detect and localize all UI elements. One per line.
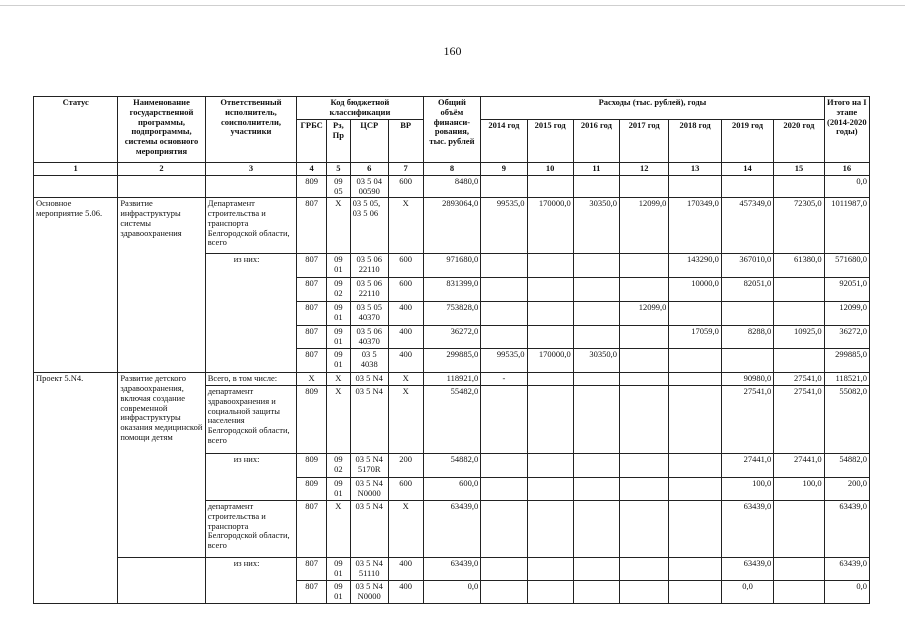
total-cell: 36272,0 xyxy=(423,326,481,349)
y2015-cell xyxy=(527,326,573,349)
y2016-cell: 30350,0 xyxy=(573,349,619,373)
y2016-cell xyxy=(573,454,619,478)
grbs-cell: 807 xyxy=(297,349,327,373)
y2020-cell xyxy=(774,581,824,604)
col-num: 16 xyxy=(824,163,869,176)
y2019-cell: 63439,0 xyxy=(721,501,773,558)
y2019-cell: 0,0 xyxy=(721,581,773,604)
scan-top-edge xyxy=(0,5,905,6)
itog-cell: 0,0 xyxy=(824,175,869,198)
y2015-cell xyxy=(527,386,573,454)
y2014-cell xyxy=(481,326,527,349)
itog-cell: 118521,0 xyxy=(824,373,869,386)
header-year-2017: 2017 год xyxy=(620,120,669,163)
vr-cell: X xyxy=(388,501,423,558)
csr-cell: 03 5 N4 51110 xyxy=(350,558,388,581)
y2017-cell xyxy=(620,501,669,558)
column-number-row xyxy=(34,163,870,176)
budget-table xyxy=(33,96,870,604)
y2018-cell xyxy=(669,501,721,558)
total-cell: 63439,0 xyxy=(423,558,481,581)
y2015-cell: 170000,0 xyxy=(527,198,573,254)
table-row xyxy=(34,278,870,302)
executor-cell xyxy=(205,349,297,373)
header-year-2020: 2020 год xyxy=(774,120,824,163)
y2020-cell: 27541,0 xyxy=(774,373,824,386)
csr-cell: 03 5 N4 N0000 xyxy=(350,478,388,501)
status-cell xyxy=(34,454,118,478)
y2015-cell xyxy=(527,175,573,198)
grbs-cell: 807 xyxy=(297,254,327,278)
vr-cell: 400 xyxy=(388,349,423,373)
y2015-cell xyxy=(527,254,573,278)
table-row xyxy=(34,326,870,349)
table-row xyxy=(34,373,870,386)
executor-cell: Департамент строительства и транспорта Белгородской области, всего xyxy=(205,198,297,254)
y2017-cell xyxy=(620,278,669,302)
executor-cell: Всего, в том числе: xyxy=(205,373,297,386)
y2014-cell xyxy=(481,501,527,558)
y2019-cell: 8288,0 xyxy=(721,326,773,349)
name-cell xyxy=(118,254,205,278)
status-cell: Основное мероприятие 5.06. xyxy=(34,198,118,254)
y2017-cell xyxy=(620,454,669,478)
itog-cell: 36272,0 xyxy=(824,326,869,349)
vr-cell: 600 xyxy=(388,175,423,198)
name-cell xyxy=(118,278,205,302)
y2018-cell xyxy=(669,175,721,198)
table-row xyxy=(34,254,870,278)
header-vr: ВР xyxy=(388,120,423,163)
rz-cell: X xyxy=(327,373,351,386)
table-row xyxy=(34,558,870,581)
col-num: 12 xyxy=(620,163,669,176)
rz-cell: X xyxy=(327,386,351,454)
itog-cell: 63439,0 xyxy=(824,558,869,581)
status-cell xyxy=(34,501,118,558)
y2018-cell xyxy=(669,373,721,386)
header-expenses: Расходы (тыс. рублей), годы xyxy=(481,97,824,120)
col-num: 5 xyxy=(327,163,351,176)
y2018-cell xyxy=(669,478,721,501)
y2020-cell xyxy=(774,349,824,373)
header-rz: Рз, Пр xyxy=(327,120,351,163)
y2016-cell xyxy=(573,478,619,501)
itog-cell: 299885,0 xyxy=(824,349,869,373)
y2018-cell: 10000,0 xyxy=(669,278,721,302)
y2014-cell xyxy=(481,254,527,278)
y2020-cell xyxy=(774,302,824,326)
executor-cell: департамент строительства и транспорта Белгородской области, всего xyxy=(205,501,297,558)
y2017-cell xyxy=(620,478,669,501)
vr-cell: 600 xyxy=(388,278,423,302)
y2019-cell: 82051,0 xyxy=(721,278,773,302)
y2019-cell: 457349,0 xyxy=(721,198,773,254)
table-row xyxy=(34,349,870,373)
csr-cell: 03 5 06 22110 xyxy=(350,278,388,302)
grbs-cell: 807 xyxy=(297,198,327,254)
col-num: 9 xyxy=(481,163,527,176)
executor-cell xyxy=(205,302,297,326)
y2020-cell xyxy=(774,175,824,198)
y2018-cell xyxy=(669,581,721,604)
y2016-cell xyxy=(573,558,619,581)
y2014-cell xyxy=(481,278,527,302)
y2015-cell xyxy=(527,278,573,302)
total-cell: 8480,0 xyxy=(423,175,481,198)
y2019-cell: 367010,0 xyxy=(721,254,773,278)
y2014-cell: - xyxy=(481,373,527,386)
name-cell xyxy=(118,326,205,349)
total-cell: 55482,0 xyxy=(423,386,481,454)
y2017-cell: 12099,0 xyxy=(620,198,669,254)
itog-cell: 63439,0 xyxy=(824,501,869,558)
y2016-cell xyxy=(573,326,619,349)
grbs-cell: 807 xyxy=(297,558,327,581)
status-cell: Проект 5.N4. xyxy=(34,373,118,386)
y2015-cell xyxy=(527,558,573,581)
header-csr: ЦСР xyxy=(350,120,388,163)
rz-cell: 09 05 xyxy=(327,175,351,198)
y2017-cell xyxy=(620,175,669,198)
executor-cell xyxy=(205,175,297,198)
rz-cell: 09 01 xyxy=(327,349,351,373)
rz-cell: 09 02 xyxy=(327,454,351,478)
col-num: 4 xyxy=(297,163,327,176)
y2016-cell xyxy=(573,278,619,302)
y2018-cell xyxy=(669,454,721,478)
csr-cell: 03 5 N4 xyxy=(350,373,388,386)
y2018-cell: 143290,0 xyxy=(669,254,721,278)
col-num: 3 xyxy=(205,163,297,176)
y2015-cell xyxy=(527,454,573,478)
vr-cell: 400 xyxy=(388,302,423,326)
y2015-cell xyxy=(527,302,573,326)
rz-cell: 09 01 xyxy=(327,302,351,326)
rz-cell: 09 01 xyxy=(327,478,351,501)
grbs-cell: 807 xyxy=(297,302,327,326)
y2016-cell xyxy=(573,175,619,198)
itog-cell: 12099,0 xyxy=(824,302,869,326)
header-year-2015: 2015 год xyxy=(527,120,573,163)
y2017-cell xyxy=(620,349,669,373)
y2019-cell: 63439,0 xyxy=(721,558,773,581)
total-cell: 2893064,0 xyxy=(423,198,481,254)
itog-cell: 55082,0 xyxy=(824,386,869,454)
y2019-cell: 90980,0 xyxy=(721,373,773,386)
vr-cell: 400 xyxy=(388,581,423,604)
col-num: 2 xyxy=(118,163,205,176)
csr-cell: 03 5 04 00590 xyxy=(350,175,388,198)
grbs-cell: 809 xyxy=(297,478,327,501)
total-cell: 600,0 xyxy=(423,478,481,501)
executor-cell xyxy=(205,478,297,501)
header-status: Статус xyxy=(34,97,118,163)
table-row xyxy=(34,302,870,326)
col-num: 6 xyxy=(350,163,388,176)
y2017-cell xyxy=(620,581,669,604)
page-number: 160 xyxy=(443,44,462,58)
col-num: 7 xyxy=(388,163,423,176)
y2015-cell xyxy=(527,581,573,604)
col-num: 14 xyxy=(721,163,773,176)
vr-cell: 200 xyxy=(388,454,423,478)
header-stage-total: Итого на I этапе (2014-2020 годы) xyxy=(824,97,869,163)
y2017-cell xyxy=(620,373,669,386)
y2016-cell xyxy=(573,501,619,558)
executor-cell xyxy=(205,278,297,302)
rz-cell: X xyxy=(327,501,351,558)
y2020-cell xyxy=(774,501,824,558)
y2014-cell: 99535,0 xyxy=(481,198,527,254)
vr-cell: 600 xyxy=(388,478,423,501)
executor-cell: департамент здравоохранения и социальной защиты населения Белгородской области, всего xyxy=(205,386,297,454)
total-cell: 63439,0 xyxy=(423,501,481,558)
itog-cell: 1011987,0 xyxy=(824,198,869,254)
y2019-cell: 100,0 xyxy=(721,478,773,501)
header-year-2018: 2018 год xyxy=(669,120,721,163)
y2015-cell xyxy=(527,501,573,558)
table-row xyxy=(34,175,870,198)
itog-cell: 54882,0 xyxy=(824,454,869,478)
y2018-cell xyxy=(669,349,721,373)
rz-cell: 09 02 xyxy=(327,278,351,302)
y2017-cell xyxy=(620,326,669,349)
csr-cell: 03 5 05, 03 5 06 xyxy=(350,198,388,254)
y2016-cell xyxy=(573,254,619,278)
y2018-cell: 17059,0 xyxy=(669,326,721,349)
col-num: 11 xyxy=(573,163,619,176)
y2019-cell xyxy=(721,302,773,326)
csr-cell: 03 5 N4 N0000 xyxy=(350,581,388,604)
status-cell xyxy=(34,175,118,198)
y2016-cell xyxy=(573,302,619,326)
y2019-cell: 27541,0 xyxy=(721,386,773,454)
total-cell: 54882,0 xyxy=(423,454,481,478)
itog-cell: 0,0 xyxy=(824,581,869,604)
y2014-cell: 99535,0 xyxy=(481,349,527,373)
y2016-cell xyxy=(573,373,619,386)
header-grbs: ГРБС xyxy=(297,120,327,163)
name-cell: Развитие детского здравоохранения, включая создание современной инфраструктуры оказания медицинской помощи детям xyxy=(118,373,205,558)
grbs-cell: 807 xyxy=(297,278,327,302)
grbs-cell: X xyxy=(297,373,327,386)
total-cell: 118921,0 xyxy=(423,373,481,386)
name-cell xyxy=(118,302,205,326)
y2020-cell xyxy=(774,558,824,581)
y2015-cell xyxy=(527,478,573,501)
vr-cell: X xyxy=(388,386,423,454)
header-executor: Ответственный исполнитель, соисполнители, участники xyxy=(205,97,297,163)
y2014-cell xyxy=(481,302,527,326)
csr-cell: 03 5 N4 xyxy=(350,386,388,454)
y2017-cell xyxy=(620,254,669,278)
table-row xyxy=(34,198,870,254)
rz-cell: 09 01 xyxy=(327,326,351,349)
y2016-cell xyxy=(573,581,619,604)
itog-cell: 92051,0 xyxy=(824,278,869,302)
col-num: 1 xyxy=(34,163,118,176)
header-year-2019: 2019 год xyxy=(721,120,773,163)
csr-cell: 03 5 4038 xyxy=(350,349,388,373)
csr-cell: 03 5 05 40370 xyxy=(350,302,388,326)
executor-cell: из них: xyxy=(205,454,297,478)
executor-cell: из них: xyxy=(205,254,297,278)
y2018-cell xyxy=(669,386,721,454)
rz-cell: 09 01 xyxy=(327,254,351,278)
status-cell xyxy=(34,254,118,278)
col-num: 13 xyxy=(669,163,721,176)
grbs-cell: 809 xyxy=(297,454,327,478)
itog-cell: 571680,0 xyxy=(824,254,869,278)
y2014-cell xyxy=(481,478,527,501)
vr-cell: X xyxy=(388,373,423,386)
name-cell xyxy=(118,581,205,604)
status-cell xyxy=(34,581,118,604)
y2017-cell: 12099,0 xyxy=(620,302,669,326)
executor-cell xyxy=(205,326,297,349)
name-cell: Развитие инфраструктуры системы здравоохранения xyxy=(118,198,205,254)
y2016-cell: 30350,0 xyxy=(573,198,619,254)
total-cell: 971680,0 xyxy=(423,254,481,278)
executor-cell xyxy=(205,581,297,604)
y2020-cell: 100,0 xyxy=(774,478,824,501)
y2020-cell: 72305,0 xyxy=(774,198,824,254)
vr-cell: 400 xyxy=(388,326,423,349)
y2018-cell: 170349,0 xyxy=(669,198,721,254)
vr-cell: X xyxy=(388,198,423,254)
status-cell xyxy=(34,558,118,581)
header-name: Наименование государственной программы, подпрограммы, системы основного мероприятия xyxy=(118,97,205,163)
y2019-cell xyxy=(721,175,773,198)
col-num: 8 xyxy=(423,163,481,176)
y2020-cell: 27441,0 xyxy=(774,454,824,478)
y2020-cell: 10925,0 xyxy=(774,326,824,349)
rz-cell: 09 01 xyxy=(327,581,351,604)
col-num: 15 xyxy=(774,163,824,176)
y2015-cell: 170000,0 xyxy=(527,349,573,373)
y2018-cell xyxy=(669,558,721,581)
y2015-cell xyxy=(527,373,573,386)
name-cell xyxy=(118,175,205,198)
total-cell: 299885,0 xyxy=(423,349,481,373)
status-cell xyxy=(34,326,118,349)
y2020-cell xyxy=(774,278,824,302)
grbs-cell: 807 xyxy=(297,581,327,604)
itog-cell: 200,0 xyxy=(824,478,869,501)
header-budget-code: Код бюджетной классификации xyxy=(297,97,423,120)
total-cell: 831399,0 xyxy=(423,278,481,302)
y2016-cell xyxy=(573,386,619,454)
grbs-cell: 809 xyxy=(297,386,327,454)
status-cell xyxy=(34,349,118,373)
y2019-cell: 27441,0 xyxy=(721,454,773,478)
status-cell xyxy=(34,302,118,326)
csr-cell: 03 5 N4 5170R xyxy=(350,454,388,478)
total-cell: 753828,0 xyxy=(423,302,481,326)
vr-cell: 400 xyxy=(388,558,423,581)
y2014-cell xyxy=(481,386,527,454)
csr-cell: 03 5 06 22110 xyxy=(350,254,388,278)
y2014-cell xyxy=(481,454,527,478)
status-cell xyxy=(34,278,118,302)
grbs-cell: 807 xyxy=(297,326,327,349)
y2017-cell xyxy=(620,558,669,581)
y2014-cell xyxy=(481,175,527,198)
executor-cell: из них: xyxy=(205,558,297,581)
csr-cell: 03 5 06 40370 xyxy=(350,326,388,349)
csr-cell: 03 5 N4 xyxy=(350,501,388,558)
y2020-cell: 61380,0 xyxy=(774,254,824,278)
status-cell xyxy=(34,478,118,501)
header-year-2016: 2016 год xyxy=(573,120,619,163)
name-cell xyxy=(118,558,205,581)
header-year-2014: 2014 год xyxy=(481,120,527,163)
y2018-cell xyxy=(669,302,721,326)
total-cell: 0,0 xyxy=(423,581,481,604)
grbs-cell: 809 xyxy=(297,175,327,198)
y2014-cell xyxy=(481,581,527,604)
y2014-cell xyxy=(481,558,527,581)
name-cell xyxy=(118,349,205,373)
grbs-cell: 807 xyxy=(297,501,327,558)
col-num: 10 xyxy=(527,163,573,176)
rz-cell: 09 01 xyxy=(327,558,351,581)
header-total-volume: Общий объём финанси-рования, тыс. рублей xyxy=(423,97,481,163)
y2020-cell: 27541,0 xyxy=(774,386,824,454)
status-cell xyxy=(34,386,118,454)
table-row xyxy=(34,581,870,604)
rz-cell: X xyxy=(327,198,351,254)
vr-cell: 600 xyxy=(388,254,423,278)
y2019-cell xyxy=(721,349,773,373)
y2017-cell xyxy=(620,386,669,454)
